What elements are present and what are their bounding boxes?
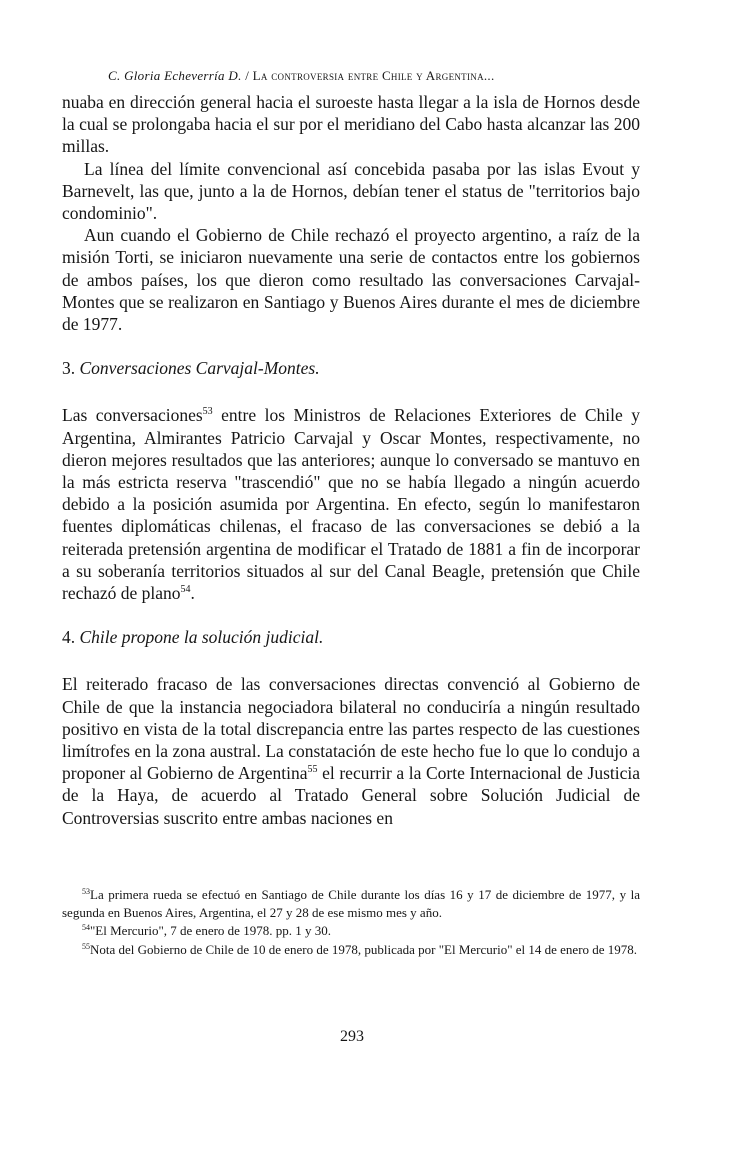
paragraph-continuation: nuaba en dirección general hacia el suroeste hasta llegar a la isla de Hornos desde la cual se prolongaba hacia el sur por el meridiano del Cabo hasta alcanzar las 200 millas. bbox=[62, 92, 640, 157]
footnote-ref-54: 54 bbox=[180, 584, 191, 596]
section-4-number: 4. bbox=[62, 627, 76, 648]
section-3-paragraph bbox=[62, 404, 640, 604]
page-number: 293 bbox=[340, 1028, 364, 1045]
paragraph-carvajal-montes-intro: Aun cuando el Gobierno de Chile rechazó el proyecto argentino, a raíz de la misión Torti, se iniciaron nuevamente una serie de contactos entre los gobiernos de ambos países, los que dieron como resultado las conversaciones Carvajal-Montes que se realizaron en Santiago y Buenos Aires durante el mes de diciembre de 1977. bbox=[62, 225, 640, 335]
footnotes bbox=[62, 886, 640, 959]
section-3-text-end: . bbox=[190, 583, 195, 604]
header-separator: / bbox=[241, 68, 253, 83]
footnote-54-marker: 54 bbox=[82, 923, 90, 933]
document-page bbox=[62, 0, 682, 1162]
section-3-text-b: entre los Ministros de Relaciones Exteriores de Chile y Argentina, Almirantes Patricio Carvajal y Oscar Montes, respectivamente, no dieron mejores resultados que las anteriores; aunque lo conversado se mantuvo en la más estricta reserva "trascendió" que no se había llegado a ningún acuerdo debido a la posición asumida por Argentina. En efecto, según lo manifestaron fuentes diplomáticas chilenas, el fracaso de las conversaciones se debió a la reiterada pretensión argentina de modificar el Tratado de 1881 a fin de incorporar a su soberanía territorios situados al sur del Canal Beagle, pretensión que Chile rechazó de plano bbox=[62, 405, 640, 604]
section-3-heading bbox=[62, 357, 640, 379]
section-3-number: 3. bbox=[62, 358, 76, 379]
section-4-paragraph bbox=[62, 673, 640, 828]
footnote-ref-55: 55 bbox=[307, 764, 318, 776]
section-4-heading bbox=[62, 626, 640, 648]
running-header bbox=[108, 68, 688, 84]
header-title: La controversia entre Chile y Argentina... bbox=[252, 68, 495, 83]
footnote-55-text: Nota del Gobierno de Chile de 10 de enero de 1978, publicada por "El Mercurio" el 14 de enero de 1978. bbox=[90, 941, 638, 957]
section-3-title: Conversaciones Carvajal-Montes. bbox=[79, 358, 320, 379]
footnote-55 bbox=[62, 941, 640, 959]
section-4-title: Chile propone la solución judicial. bbox=[79, 627, 324, 648]
footnote-55-marker: 55 bbox=[82, 941, 90, 951]
section-3-text-a: Las conversaciones bbox=[62, 405, 203, 426]
section-4-text-a: El reiterado fracaso de las conversaciones directas convenció al Gobierno de Chile de que la instancia negociadora bilateral no conduciría a ningún resultado positivo en vista de la total discrepancia entre las partes respecto de las cuestiones limítrofes en la zona austral. La constatación de este hecho fue lo que lo condujo a proponer al Gobierno de Argentina bbox=[62, 674, 640, 784]
footnote-53-marker: 53 bbox=[82, 887, 90, 896]
header-author: C. Gloria Echeverría D. bbox=[108, 68, 242, 83]
footnote-ref-53: 53 bbox=[202, 406, 213, 418]
footnote-54-text: "El Mercurio", 7 de enero de 1978. pp. 1 y 30. bbox=[90, 923, 331, 939]
footnote-53-text: La primera rueda se efectuó en Santiago de Chile durante los días 16 y 17 de diciembre de 1977, y la segunda en Buenos Aires, Argentina, el 27 y 28 de ese mismo mes y año. bbox=[62, 887, 640, 921]
footnote-54 bbox=[62, 922, 640, 940]
paragraph-boundary-line: La línea del límite convencional así concebida pasaba por las islas Evout y Barnevelt, las que, junto a la de Hornos, debían tener el status de "territorios bajo condominio". bbox=[62, 158, 640, 224]
body-text bbox=[62, 91, 640, 829]
section-4-text-b: el recurrir a la Corte Internacional de Justicia de la Haya, de acuerdo al Tratado General sobre Solución Judicial de Controversias suscrito entre ambas naciones en bbox=[62, 763, 641, 828]
footnote-53 bbox=[62, 886, 640, 922]
